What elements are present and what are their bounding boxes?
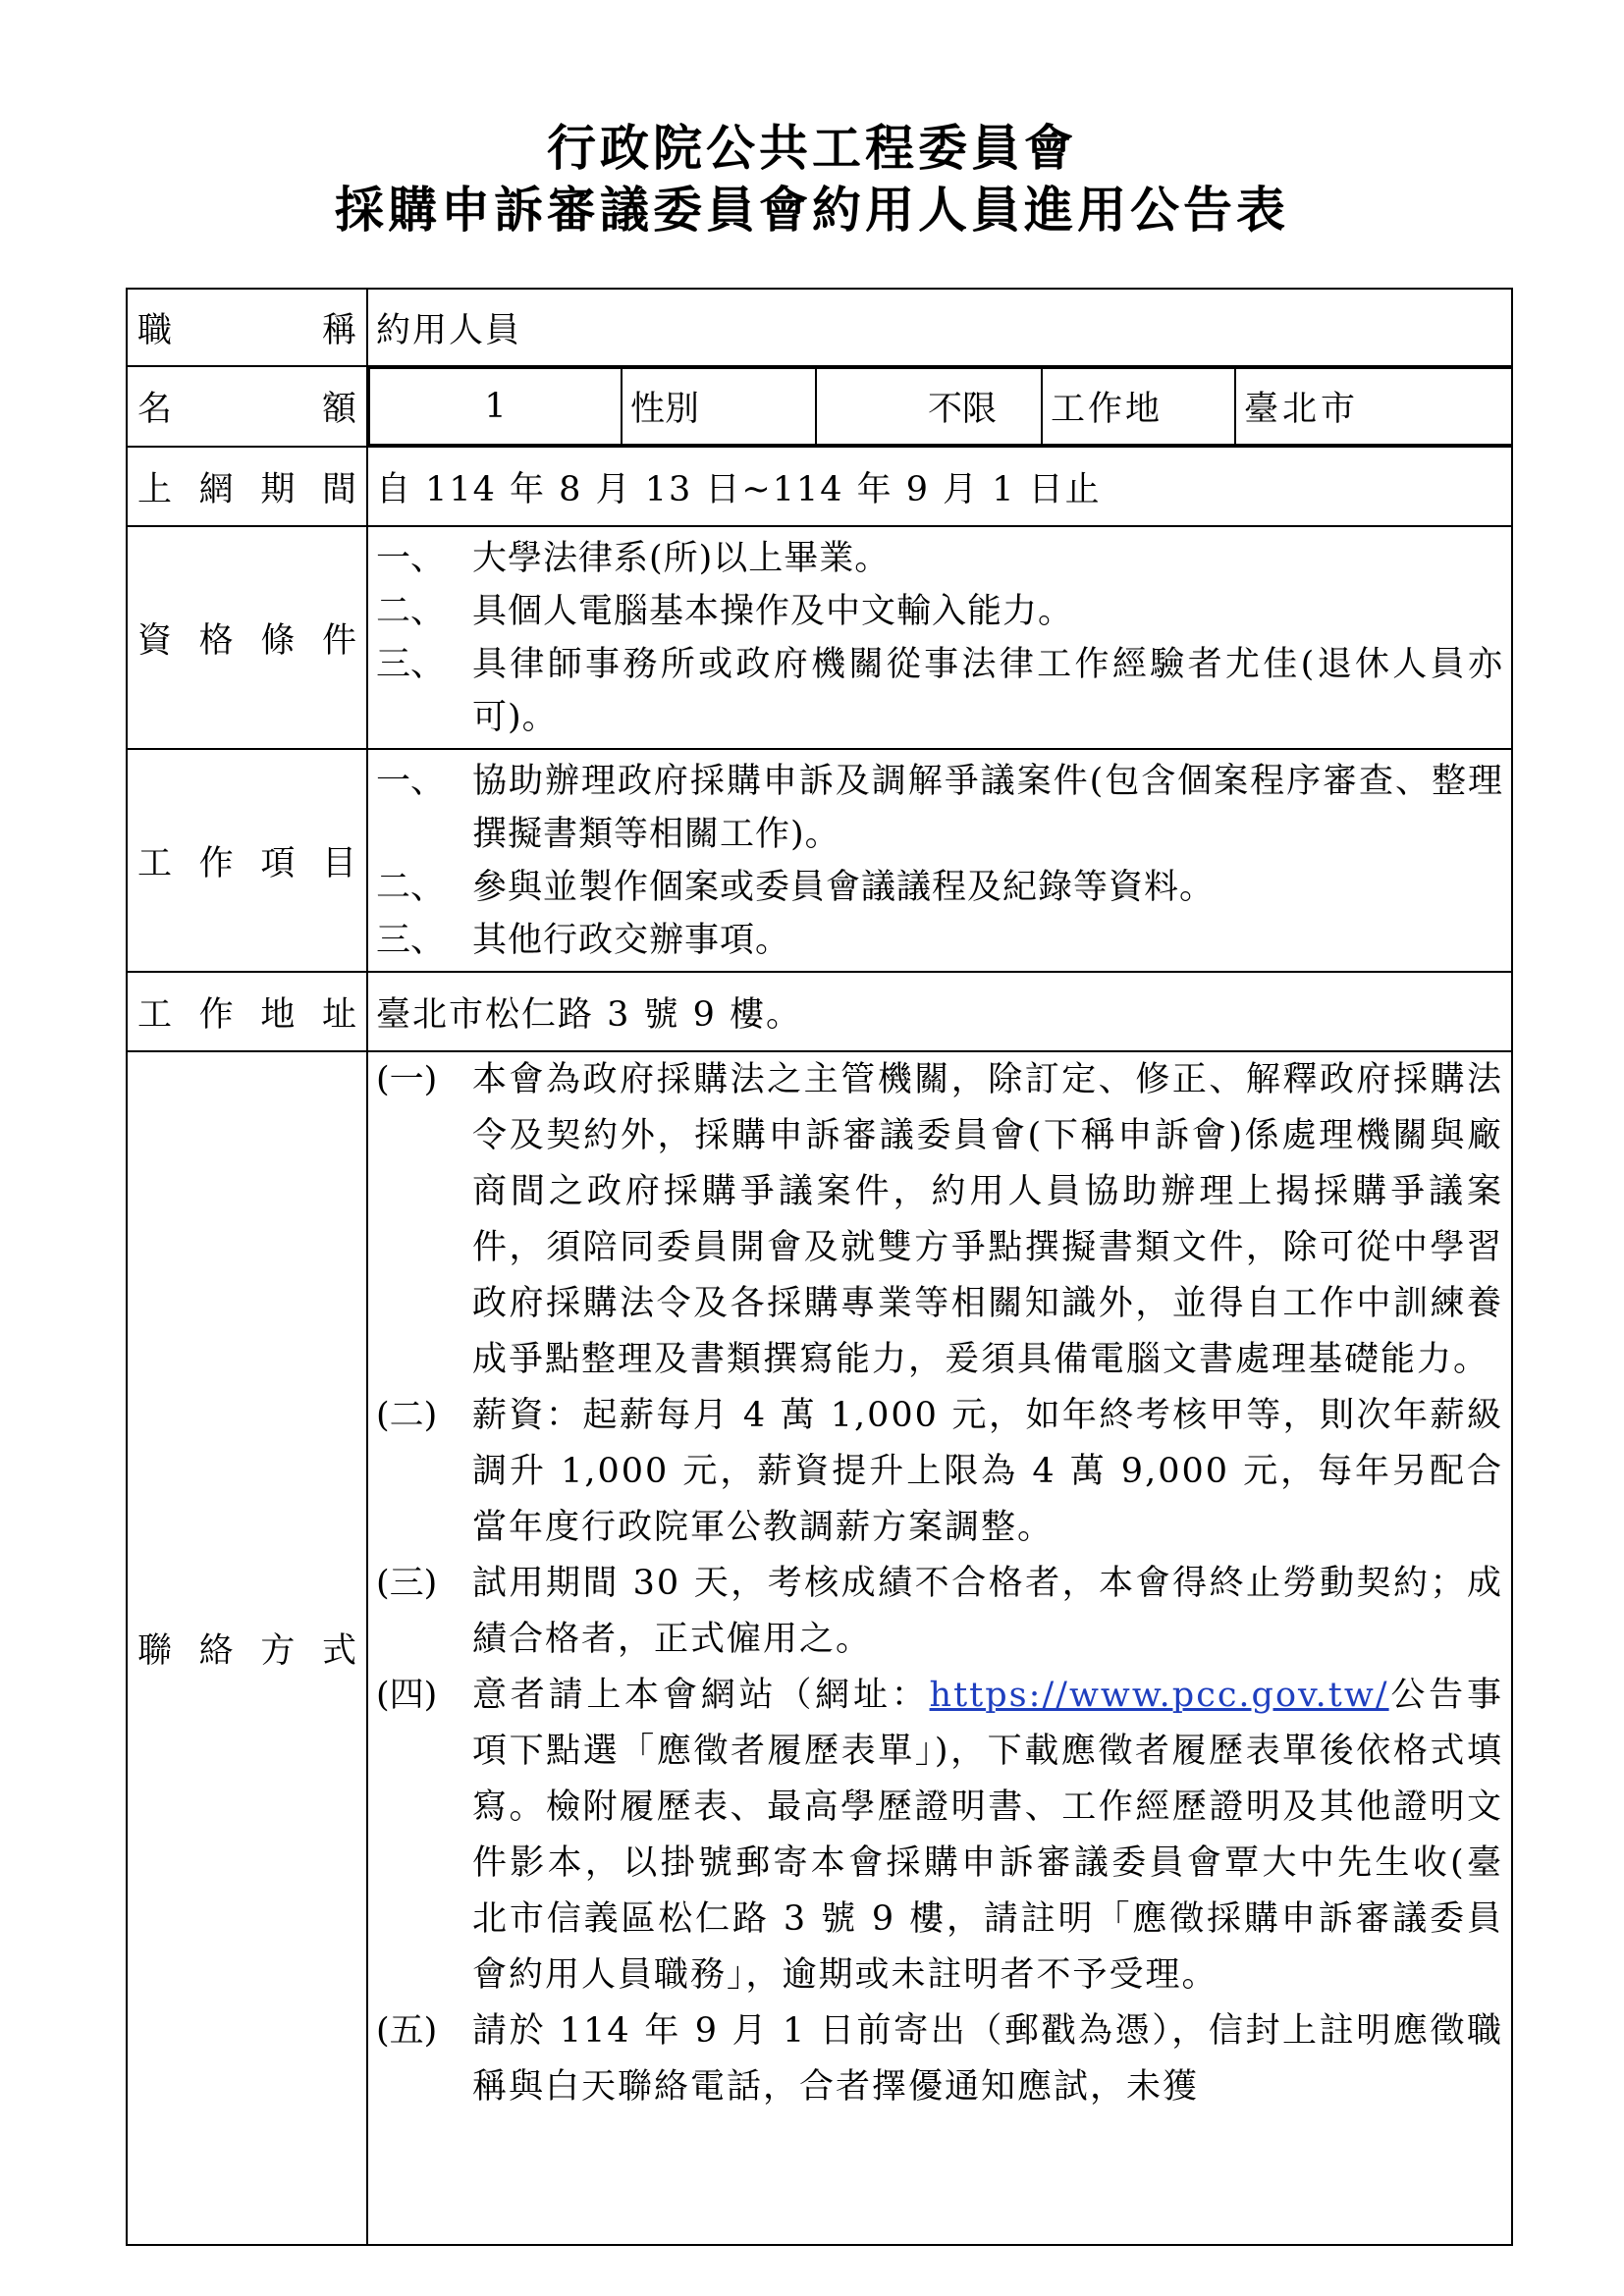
list-item: [376, 1668, 1503, 2003]
list-item: [376, 2003, 1503, 2115]
item-text: [472, 1668, 1503, 2003]
period-value: 自 114 年 8 月 13 日~114 年 9 月 1 日止: [367, 447, 1512, 526]
job-title-value: 約用人員: [367, 289, 1512, 366]
item-number: 一、: [376, 538, 446, 578]
work-items-list: [367, 749, 1512, 972]
job-title-label: 職稱: [127, 289, 367, 366]
item-text-part: 公告事項下點選「應徵者履歷表單」)，下載應徵者履歷表單後依格式填寫。檢附履歷表、最高學歷證明書、工作經歷證明及其他證明文件影本，以掛號郵寄本會採購申訴審議委員會覃大中先生收(臺北市信義區松仁路 3 號 9 樓，請註明「應徵採購申訴審議委員會約用人員職務」，逾期或未註明者不予受理。: [472, 1676, 1503, 1995]
quota-row-cells: [367, 366, 1512, 447]
item-text-part: 意者請上本會網站（網址：: [472, 1676, 930, 1715]
item-number: 二、: [376, 867, 446, 907]
qualifications-label: 資格條件: [127, 526, 367, 749]
announcement-table: [126, 288, 1513, 2246]
item-text: 參與並製作個案或委員會議議程及紀錄等資料。: [472, 867, 1216, 907]
org-title: 行政院公共工程委員會: [547, 119, 1077, 177]
item-number: (一): [376, 1060, 438, 1099]
list-item: [376, 755, 1503, 861]
item-text: 具律師事務所或政府機關從事法律工作經驗者尤佳(退休人員亦可)。: [472, 644, 1503, 737]
gender-value: 不限: [816, 368, 1042, 445]
item-number: (四): [376, 1676, 438, 1715]
item-number: 二、: [376, 591, 446, 631]
item-number: (五): [376, 2011, 438, 2051]
list-item: [376, 638, 1503, 744]
website-link[interactable]: https://www.pcc.gov.tw/: [929, 1676, 1389, 1715]
item-text: 請於 114 年 9 月 1 日前寄出（郵戳為憑），信封上註明應徵職稱與白天聯絡電話，合者擇優通知應試，未獲: [472, 2011, 1503, 2107]
list-item: [376, 914, 1503, 967]
item-number: 三、: [376, 644, 446, 684]
work-items-label: 工作項目: [127, 749, 367, 972]
document-title: 採購申訴審議委員會約用人員進用公告表: [335, 181, 1289, 239]
workplace-value: 臺北市: [1235, 368, 1511, 445]
item-number: (二): [376, 1396, 438, 1435]
workplace-label: 工作地: [1042, 368, 1235, 445]
item-text: 具個人電腦基本操作及中文輸入能力。: [472, 591, 1074, 631]
list-item: [376, 1556, 1503, 1668]
contact-list: [367, 1051, 1512, 2245]
qualifications-list: [367, 526, 1512, 749]
item-number: (三): [376, 1564, 438, 1603]
address-value: 臺北市松仁路 3 號 9 樓。: [367, 972, 1512, 1051]
address-label: 工作地址: [127, 972, 367, 1051]
period-label: 上網期間: [127, 447, 367, 526]
item-text: 協助辦理政府採購申訴及調解爭議案件(包含個案程序審查、整理撰擬書類等相關工作)。: [472, 761, 1503, 854]
list-item: [376, 861, 1503, 914]
quota-label: 名額: [127, 366, 367, 447]
list-item: [376, 1052, 1503, 1388]
contact-label: 聯絡方式: [127, 1051, 367, 2245]
list-item: [376, 585, 1503, 638]
item-text: 大學法律系(所)以上畢業。: [472, 538, 891, 578]
list-item: [376, 1388, 1503, 1556]
gender-label: 性別: [622, 368, 816, 445]
quota-value: 1: [369, 368, 622, 445]
item-text: 薪資：起薪每月 4 萬 1,000 元，如年終考核甲等，則次年薪級調升 1,000 元，薪資提升上限為 4 萬 9,000 元，每年另配合當年度行政院軍公教調薪方案調整。: [472, 1396, 1503, 1547]
item-text: 試用期間 30 天，考核成績不合格者，本會得終止勞動契約；成績合格者，正式僱用之。: [472, 1564, 1503, 1659]
list-item: [376, 532, 1503, 585]
item-number: 三、: [376, 920, 446, 960]
item-number: 一、: [376, 761, 446, 801]
item-text: 其他行政交辦事項。: [472, 920, 791, 960]
item-text: 本會為政府採購法之主管機關，除訂定、修正、解釋政府採購法令及契約外，採購申訴審議委員會(下稱申訴會)係處理機關與廠商間之政府採購爭議案件，約用人員協助辦理上揭採購爭議案件，須陪同委員開會及就雙方爭點撰擬書類文件，除可從中學習政府採購法令及各採購專業等相關知識外，並得自工作中訓練養成爭點整理及書類撰寫能力，爰須具備電腦文書處理基礎能力。: [472, 1060, 1503, 1379]
